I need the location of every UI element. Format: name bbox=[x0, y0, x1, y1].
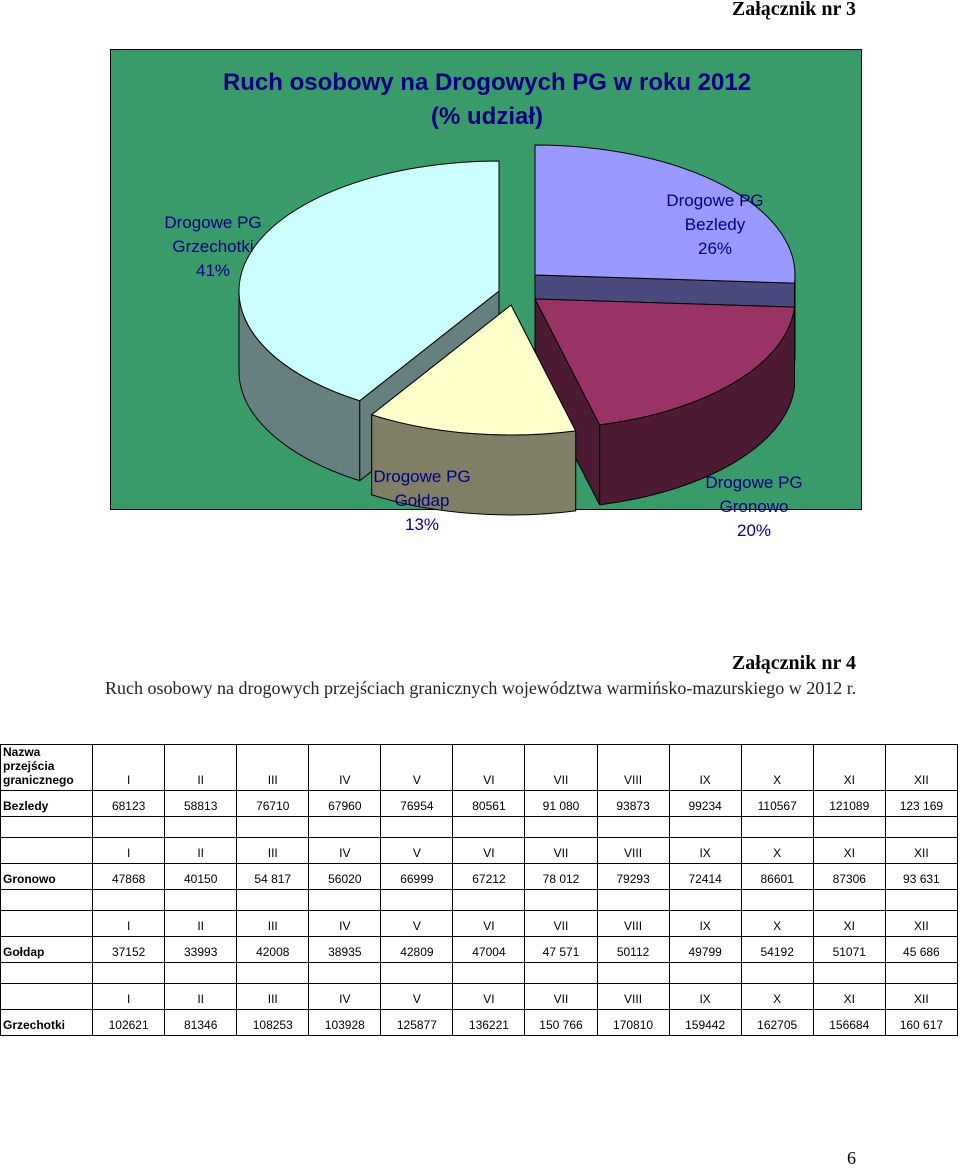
empty-cell bbox=[669, 963, 741, 984]
month-header-cell: VIII bbox=[597, 745, 669, 791]
value-cell: 49799 bbox=[669, 937, 741, 963]
empty-cell bbox=[93, 963, 165, 984]
chart-title: Ruch osobowy na Drogowych PG w roku 2012 bbox=[222, 69, 752, 96]
month-header-cell: III bbox=[237, 984, 309, 1010]
value-cell: 76954 bbox=[381, 791, 453, 817]
empty-cell bbox=[237, 817, 309, 838]
crossing-name-cell: Bezledy bbox=[1, 791, 93, 817]
month-header-cell: XI bbox=[813, 745, 885, 791]
empty-cell bbox=[165, 817, 237, 838]
spacer-row bbox=[1, 963, 958, 984]
slice-label-line: Drogowe PG bbox=[373, 467, 471, 486]
value-cell: 42809 bbox=[381, 937, 453, 963]
empty-cell bbox=[885, 817, 957, 838]
value-cell: 40150 bbox=[165, 864, 237, 890]
empty-cell bbox=[453, 963, 525, 984]
chart-subtitle: (% udział) bbox=[431, 103, 543, 130]
month-header-cell: II bbox=[165, 745, 237, 791]
value-cell: 54 817 bbox=[237, 864, 309, 890]
value-cell: 170810 bbox=[597, 1010, 669, 1036]
month-header-cell: VIII bbox=[597, 911, 669, 937]
value-cell: 160 617 bbox=[885, 1010, 957, 1036]
value-cell: 87306 bbox=[813, 864, 885, 890]
empty-cell bbox=[1, 838, 93, 864]
month-header-cell: VI bbox=[453, 838, 525, 864]
value-cell: 102621 bbox=[93, 1010, 165, 1036]
name-header-line: przejścia bbox=[3, 759, 55, 773]
month-header-cell: II bbox=[165, 911, 237, 937]
month-header-cell: III bbox=[237, 838, 309, 864]
name-header-line: granicznego bbox=[3, 773, 74, 787]
month-header-cell: I bbox=[93, 838, 165, 864]
value-cell: 78 012 bbox=[525, 864, 597, 890]
month-header-cell: X bbox=[741, 911, 813, 937]
empty-cell bbox=[453, 890, 525, 911]
empty-cell bbox=[813, 890, 885, 911]
slice-label-line: Grzechotki bbox=[172, 237, 254, 256]
empty-cell bbox=[165, 963, 237, 984]
value-cell: 80561 bbox=[453, 791, 525, 817]
month-header-cell: IV bbox=[309, 838, 381, 864]
empty-cell bbox=[381, 890, 453, 911]
value-cell: 47004 bbox=[453, 937, 525, 963]
empty-cell bbox=[309, 963, 381, 984]
value-cell: 93873 bbox=[597, 791, 669, 817]
empty-cell bbox=[381, 963, 453, 984]
value-cell: 162705 bbox=[741, 1010, 813, 1036]
month-header-cell: VII bbox=[525, 745, 597, 791]
empty-cell bbox=[165, 890, 237, 911]
value-cell: 50112 bbox=[597, 937, 669, 963]
value-cell: 93 631 bbox=[885, 864, 957, 890]
value-cell: 56020 bbox=[309, 864, 381, 890]
month-header-cell: IV bbox=[309, 745, 381, 791]
empty-cell bbox=[309, 817, 381, 838]
spacer-row bbox=[1, 817, 958, 838]
table-row bbox=[1, 864, 958, 890]
value-cell: 108253 bbox=[237, 1010, 309, 1036]
month-header-cell: XII bbox=[885, 745, 957, 791]
month-header-cell: VII bbox=[525, 911, 597, 937]
value-cell: 38935 bbox=[309, 937, 381, 963]
slice-label-line: Bezledy bbox=[684, 215, 746, 234]
month-header-cell: VI bbox=[453, 911, 525, 937]
value-cell: 103928 bbox=[309, 1010, 381, 1036]
month-header-cell: I bbox=[93, 984, 165, 1010]
pie-chart bbox=[110, 49, 862, 540]
value-cell: 42008 bbox=[237, 937, 309, 963]
value-cell: 67960 bbox=[309, 791, 381, 817]
name-header-line: Nazwa bbox=[3, 745, 41, 759]
month-header-cell: XI bbox=[813, 984, 885, 1010]
value-cell: 91 080 bbox=[525, 791, 597, 817]
value-cell: 125877 bbox=[381, 1010, 453, 1036]
empty-cell bbox=[813, 963, 885, 984]
month-header-cell: I bbox=[93, 911, 165, 937]
month-header-cell: VI bbox=[453, 984, 525, 1010]
empty-cell bbox=[237, 963, 309, 984]
value-cell: 150 766 bbox=[525, 1010, 597, 1036]
month-header-cell: XII bbox=[885, 984, 957, 1010]
spacer-row bbox=[1, 890, 958, 911]
empty-cell bbox=[525, 817, 597, 838]
month-header-cell: X bbox=[741, 984, 813, 1010]
slice-label-line: 41% bbox=[195, 261, 231, 280]
month-header-cell: III bbox=[237, 745, 309, 791]
slice-label-line: Drogowe PG bbox=[164, 213, 262, 232]
value-cell: 79293 bbox=[597, 864, 669, 890]
empty-cell bbox=[93, 817, 165, 838]
value-cell: 86601 bbox=[741, 864, 813, 890]
value-cell: 66999 bbox=[381, 864, 453, 890]
empty-cell bbox=[525, 963, 597, 984]
month-header-cell: V bbox=[381, 838, 453, 864]
empty-cell bbox=[525, 890, 597, 911]
value-cell: 54192 bbox=[741, 937, 813, 963]
value-cell: 45 686 bbox=[885, 937, 957, 963]
value-cell: 47 571 bbox=[525, 937, 597, 963]
crossing-name-cell: Gołdap bbox=[1, 937, 93, 963]
month-header-cell: I bbox=[93, 745, 165, 791]
empty-cell bbox=[1, 911, 93, 937]
value-cell: 123 169 bbox=[885, 791, 957, 817]
month-header-row bbox=[1, 911, 958, 937]
slice-label-line: 26% bbox=[697, 239, 733, 258]
empty-cell bbox=[741, 963, 813, 984]
empty-cell bbox=[1, 984, 93, 1010]
month-header-cell: IX bbox=[669, 911, 741, 937]
month-header-cell: V bbox=[381, 984, 453, 1010]
table-row bbox=[1, 1010, 958, 1036]
empty-cell bbox=[1, 963, 93, 984]
month-header-cell: II bbox=[165, 838, 237, 864]
month-header-cell: XII bbox=[885, 838, 957, 864]
value-cell: 47868 bbox=[93, 864, 165, 890]
month-header-cell: IX bbox=[669, 838, 741, 864]
value-cell: 99234 bbox=[669, 791, 741, 817]
month-header-cell: V bbox=[381, 911, 453, 937]
month-header-cell: VII bbox=[525, 838, 597, 864]
month-header-cell: XII bbox=[885, 911, 957, 937]
border-crossing-table bbox=[0, 744, 958, 1036]
month-header-cell: XI bbox=[813, 911, 885, 937]
value-cell: 58813 bbox=[165, 791, 237, 817]
value-cell: 81346 bbox=[165, 1010, 237, 1036]
value-cell: 156684 bbox=[813, 1010, 885, 1036]
value-cell: 67212 bbox=[453, 864, 525, 890]
empty-cell bbox=[597, 817, 669, 838]
slice-label-gronowo bbox=[705, 473, 802, 540]
month-header-cell: X bbox=[741, 838, 813, 864]
month-header-cell: VIII bbox=[597, 984, 669, 1010]
empty-cell bbox=[669, 817, 741, 838]
value-cell: 159442 bbox=[669, 1010, 741, 1036]
month-header-cell: IV bbox=[309, 984, 381, 1010]
page-number: 6 bbox=[847, 1148, 856, 1168]
month-header-cell: VIII bbox=[597, 838, 669, 864]
month-header-cell: IV bbox=[309, 911, 381, 937]
value-cell: 110567 bbox=[741, 791, 813, 817]
value-cell: 33993 bbox=[165, 937, 237, 963]
value-cell: 51071 bbox=[813, 937, 885, 963]
month-header-row bbox=[1, 838, 958, 864]
month-header-cell: VI bbox=[453, 745, 525, 791]
annex-4-heading: Załącznik nr 4 bbox=[731, 652, 856, 674]
month-header-cell: X bbox=[741, 745, 813, 791]
value-cell: 76710 bbox=[237, 791, 309, 817]
slice-label-line: Gronowo bbox=[719, 497, 789, 516]
empty-cell bbox=[669, 890, 741, 911]
table-row bbox=[1, 937, 958, 963]
empty-cell bbox=[309, 890, 381, 911]
empty-cell bbox=[885, 963, 957, 984]
value-cell: 121089 bbox=[813, 791, 885, 817]
slice-label-line: Drogowe PG bbox=[705, 473, 803, 492]
empty-cell bbox=[813, 817, 885, 838]
empty-cell bbox=[1, 890, 93, 911]
slice-label-line: 20% bbox=[736, 521, 772, 540]
month-header-row bbox=[1, 984, 958, 1010]
slice-label-line: Gołdap bbox=[394, 491, 450, 510]
empty-cell bbox=[741, 890, 813, 911]
empty-cell bbox=[93, 890, 165, 911]
empty-cell bbox=[1, 817, 93, 838]
slice-label-line: Drogowe PG bbox=[666, 191, 764, 210]
month-header-cell: III bbox=[237, 911, 309, 937]
empty-cell bbox=[237, 890, 309, 911]
month-header-cell: XI bbox=[813, 838, 885, 864]
name-header-cell bbox=[1, 745, 93, 791]
empty-cell bbox=[453, 817, 525, 838]
table-row bbox=[1, 791, 958, 817]
crossing-name-cell: Gronowo bbox=[1, 864, 93, 890]
month-header-cell: II bbox=[165, 984, 237, 1010]
value-cell: 37152 bbox=[93, 937, 165, 963]
value-cell: 68123 bbox=[93, 791, 165, 817]
empty-cell bbox=[597, 963, 669, 984]
month-header-cell: V bbox=[381, 745, 453, 791]
empty-cell bbox=[885, 890, 957, 911]
empty-cell bbox=[381, 817, 453, 838]
pie-slice-bezledy bbox=[535, 145, 795, 283]
crossing-name-cell: Grzechotki bbox=[1, 1010, 93, 1036]
month-header-row bbox=[1, 745, 958, 791]
month-header-cell: IX bbox=[669, 745, 741, 791]
empty-cell bbox=[741, 817, 813, 838]
annex-3-heading: Załącznik nr 3 bbox=[731, 0, 856, 20]
value-cell: 136221 bbox=[453, 1010, 525, 1036]
value-cell: 72414 bbox=[669, 864, 741, 890]
empty-cell bbox=[597, 890, 669, 911]
pie-chart-canvas bbox=[111, 50, 863, 540]
table-description: Ruch osobowy na drogowych przejściach granicznych województwa warmińsko-mazurskiego w 2012 r. bbox=[105, 678, 857, 698]
month-header-cell: IX bbox=[669, 984, 741, 1010]
slice-label-line: 13% bbox=[404, 515, 440, 534]
month-header-cell: VII bbox=[525, 984, 597, 1010]
